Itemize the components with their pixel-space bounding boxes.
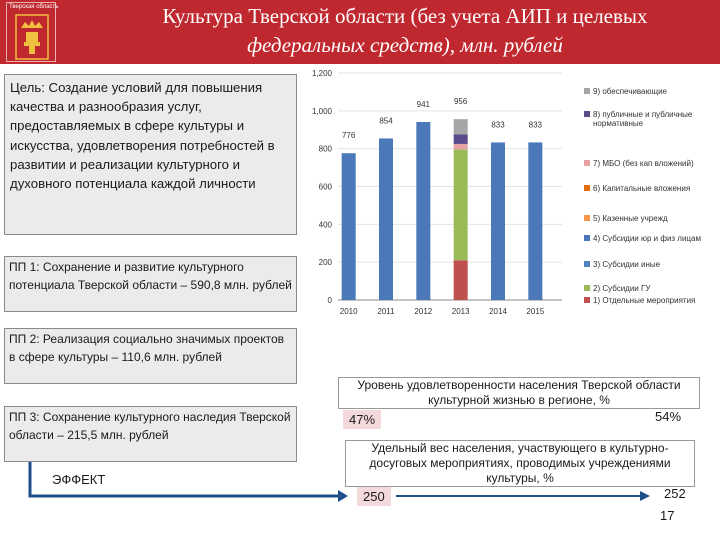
legend-label: 8) публичные и публичные xyxy=(593,110,693,119)
program-box-1 xyxy=(4,256,297,312)
kpi-value-from-1: 47% xyxy=(343,410,381,429)
header-bar xyxy=(0,0,720,64)
legend-label: 7) МБО (без кап вложений) xyxy=(593,159,694,168)
kpi-title-2: Удельный вес населения, участвующего в культурно-досуговых мероприятиях, проводимых учреждениями культуры, % xyxy=(345,440,695,487)
bar-segment xyxy=(454,144,468,150)
bar-segment xyxy=(454,134,468,143)
y-tick-label: 1,200 xyxy=(311,69,332,78)
effect-label: ЭФФЕКТ xyxy=(52,472,106,487)
y-tick-label: 200 xyxy=(318,258,332,268)
y-tick-label: 1,000 xyxy=(311,106,332,116)
y-tick-label: 600 xyxy=(318,182,332,192)
legend-label: 6) Капитальные вложения xyxy=(593,184,691,193)
legend-label: 1) Отдельные мероприятия xyxy=(593,296,696,305)
bar-segment xyxy=(454,150,468,261)
legend-swatch xyxy=(584,185,590,191)
legend-swatch xyxy=(584,160,590,166)
x-tick-label: 2013 xyxy=(451,307,470,316)
page-number: 17 xyxy=(660,508,675,523)
bar-segment xyxy=(454,260,468,300)
page-title xyxy=(95,2,715,60)
bar-segment xyxy=(491,142,505,300)
legend-swatch xyxy=(584,111,590,117)
data-label: 941 xyxy=(416,99,431,109)
goal-label: Цель: xyxy=(10,80,45,95)
kpi-value-to-1: 54% xyxy=(655,409,682,424)
coat-of-arms-icon xyxy=(15,14,49,60)
y-tick-label: 800 xyxy=(318,144,332,154)
bar-segment xyxy=(416,122,430,300)
legend-swatch xyxy=(584,215,590,221)
bar-segment xyxy=(342,153,356,300)
y-tick-label: 0 xyxy=(327,296,332,305)
goal-text: Создание условий для повышения качества и разнообразия услуг, предоставляемых в сфере культуры и искусства, удовлетворения потребностей в развитии и реализации культурного и духовного потенциала каждой личности xyxy=(10,80,275,192)
legend-label: 3) Субсидии иные xyxy=(593,260,661,269)
title-line-1: Культура Тверской области (без учета АИП и целевых xyxy=(162,4,648,28)
bar-segment xyxy=(454,119,468,134)
data-label: 854 xyxy=(379,116,393,126)
kpi-value-from-2: 250 xyxy=(357,487,391,506)
program-box-3 xyxy=(4,406,297,462)
x-tick-label: 2011 xyxy=(377,307,395,316)
data-label: 833 xyxy=(528,120,543,130)
program-text: ПП 2: Реализация социально значимых проектов в сфере культуры – 110,6 млн. рублей xyxy=(9,332,285,364)
logo-label: Тверская область xyxy=(9,4,59,10)
legend-swatch xyxy=(584,297,590,303)
y-tick-label: 400 xyxy=(318,220,332,230)
goal-box xyxy=(4,74,297,235)
program-box-2 xyxy=(4,328,297,384)
legend-swatch xyxy=(584,235,590,241)
kpi-value-to-2: 252 xyxy=(664,486,686,501)
program-text: ПП 1: Сохранение и развитие культурного потенциала Тверской области – 590,8 млн. рублей xyxy=(9,260,292,292)
data-label: 833 xyxy=(491,120,505,130)
region-logo xyxy=(6,2,59,62)
legend-label: 5) Казенные учрежд xyxy=(593,214,668,223)
kpi-title-1: Уровень удовлетворенности населения Тверской области культурной жизнью в регионе, % xyxy=(338,377,700,409)
title-line-2: федеральных средств), млн. рублей xyxy=(247,33,563,57)
legend-swatch xyxy=(584,88,590,94)
program-text: ПП 3: Сохранение культурного наследия Тверской области – 215,5 млн. рублей xyxy=(9,410,291,442)
bar-segment xyxy=(379,138,393,300)
bar-segment xyxy=(528,142,542,300)
legend-swatch xyxy=(584,261,590,267)
data-label: 956 xyxy=(453,97,468,107)
x-tick-label: 2010 xyxy=(339,307,358,316)
legend-label: 9) обеспечивающие xyxy=(593,87,667,96)
legend-label: 4) Субсидии юр и физ лицам xyxy=(593,234,701,243)
legend-swatch xyxy=(584,285,590,291)
legend-label: 2) Субсидии ГУ xyxy=(593,284,651,293)
legend-label: нормативные xyxy=(593,119,644,128)
x-tick-label: 2015 xyxy=(526,307,545,316)
x-tick-label: 2014 xyxy=(489,307,507,316)
x-tick-label: 2012 xyxy=(414,307,433,316)
data-label: 776 xyxy=(341,131,356,141)
